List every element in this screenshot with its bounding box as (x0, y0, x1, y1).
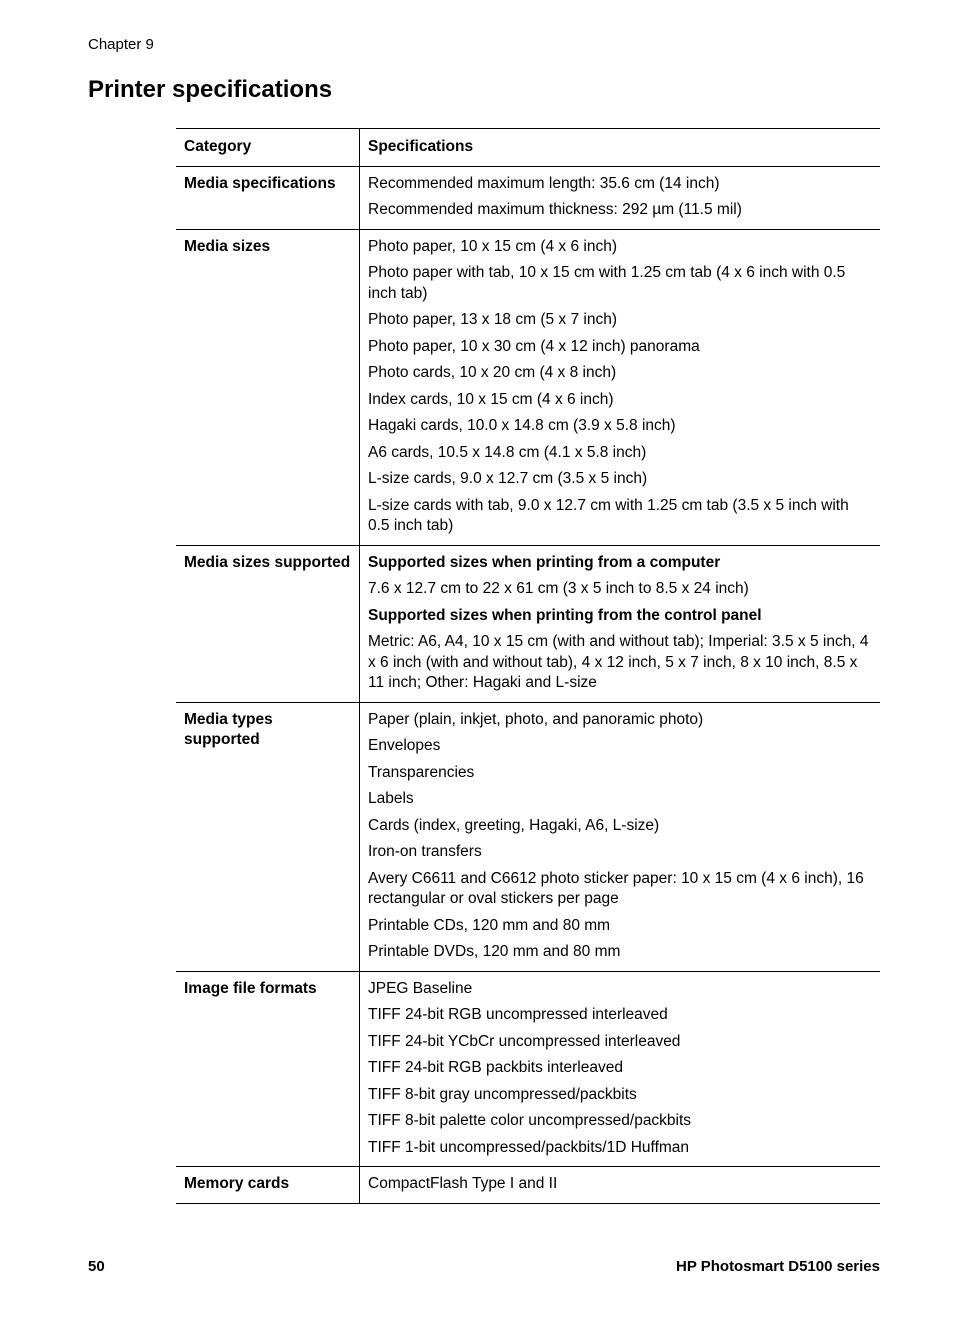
specifications-cell (360, 1167, 881, 1204)
category-cell: Media sizes (176, 229, 360, 545)
category-cell: Memory cards (176, 1167, 360, 1204)
spec-item: TIFF 1-bit uncompressed/packbits/1D Huffman (368, 1138, 690, 1156)
table-row (176, 971, 880, 1167)
specifications-table (176, 128, 880, 1204)
specifications-cell (360, 702, 881, 971)
spec-item: Envelopes (368, 737, 441, 754)
spec-item: TIFF 8-bit gray uncompressed/packbits (368, 1085, 637, 1103)
spec-item: Printable CDs, 120 mm and 80 mm (368, 916, 611, 934)
spec-item: Recommended maximum thickness: 292 µm (11.5 mil) (368, 201, 742, 218)
category-cell: Media types supported (176, 702, 360, 971)
spec-item: A6 cards, 10.5 x 14.8 cm (4.1 x 5.8 inch) (368, 443, 647, 461)
spec-item: Cards (index, greeting, Hagaki, A6, L-size) (368, 816, 660, 834)
table-row (176, 702, 880, 971)
product-name: HP Photosmart D5100 series (676, 1258, 880, 1275)
spec-item: 7.6 x 12.7 cm to 22 x 61 cm (3 x 5 inch to 8.5 x 24 inch) (368, 580, 749, 597)
category-cell: Image file formats (176, 971, 360, 1167)
spec-item: L-size cards with tab, 9.0 x 12.7 cm with 1.25 cm tab (3.5 x 5 inch with 0.5 inch tab) (368, 496, 849, 534)
spec-item: Photo cards, 10 x 20 cm (4 x 8 inch) (368, 364, 617, 381)
spec-item: Hagaki cards, 10.0 x 14.8 cm (3.9 x 5.8 inch) (368, 417, 676, 434)
table-row (176, 545, 880, 702)
specifications-cell (360, 971, 881, 1167)
spec-item: L-size cards, 9.0 x 12.7 cm (3.5 x 5 inch) (368, 470, 648, 487)
spec-item: Metric: A6, A4, 10 x 15 cm (with and without tab); Imperial: 3.5 x 5 inch, 4 x 6 inch (with and without tab), 4 x 12 inch, 5 x 7 inch, 8 x 10 inch, 8.5 x 11 inch; Other: Hagaki and L-size (368, 633, 869, 691)
spec-subheading: Supported sizes when printing from the control panel (368, 606, 762, 624)
spec-item: Transparencies (368, 763, 475, 781)
spec-item: Recommended maximum length: 35.6 cm (14 inch) (368, 174, 720, 192)
category-cell: Media specifications (176, 166, 360, 229)
page-title: Printer specifications (88, 76, 333, 103)
spec-item: TIFF 24-bit RGB packbits interleaved (368, 1059, 623, 1076)
spec-item: Photo paper, 10 x 15 cm (4 x 6 inch) (368, 237, 617, 255)
table-row (176, 229, 880, 545)
category-column-header: Category (176, 129, 360, 167)
spec-item: Paper (plain, inkjet, photo, and panoramic photo) (368, 710, 704, 728)
spec-item: TIFF 24-bit YCbCr uncompressed interleaved (368, 1032, 681, 1050)
page-number: 50 (88, 1258, 105, 1275)
table-header-row (176, 129, 880, 167)
spec-item: CompactFlash Type I and II (368, 1175, 558, 1192)
category-cell: Media sizes supported (176, 545, 360, 702)
spec-subheading: Supported sizes when printing from a computer (368, 553, 721, 571)
chapter-label: Chapter 9 (88, 36, 154, 53)
spec-item: Labels (368, 790, 414, 807)
specifications-cell (360, 545, 881, 702)
spec-item: Photo paper, 13 x 18 cm (5 x 7 inch) (368, 311, 617, 328)
spec-item: Photo paper, 10 x 30 cm (4 x 12 inch) panorama (368, 337, 700, 355)
spec-item: TIFF 24-bit RGB uncompressed interleaved (368, 1006, 668, 1023)
table-row (176, 166, 880, 229)
spec-item: Iron-on transfers (368, 843, 482, 860)
table-row (176, 1167, 880, 1204)
spec-item: TIFF 8-bit palette color uncompressed/packbits (368, 1112, 692, 1129)
specifications-cell (360, 166, 881, 229)
spec-item: Printable DVDs, 120 mm and 80 mm (368, 943, 621, 960)
spec-item: JPEG Baseline (368, 979, 473, 997)
specifications-cell (360, 229, 881, 545)
spec-item: Photo paper with tab, 10 x 15 cm with 1.25 cm tab (4 x 6 inch with 0.5 inch tab) (368, 264, 846, 302)
spec-item: Index cards, 10 x 15 cm (4 x 6 inch) (368, 390, 614, 408)
specifications-column-header: Specifications (368, 138, 474, 155)
spec-item: Avery C6611 and C6612 photo sticker paper: 10 x 15 cm (4 x 6 inch), 16 rectangular or oval stickers per page (368, 869, 864, 907)
